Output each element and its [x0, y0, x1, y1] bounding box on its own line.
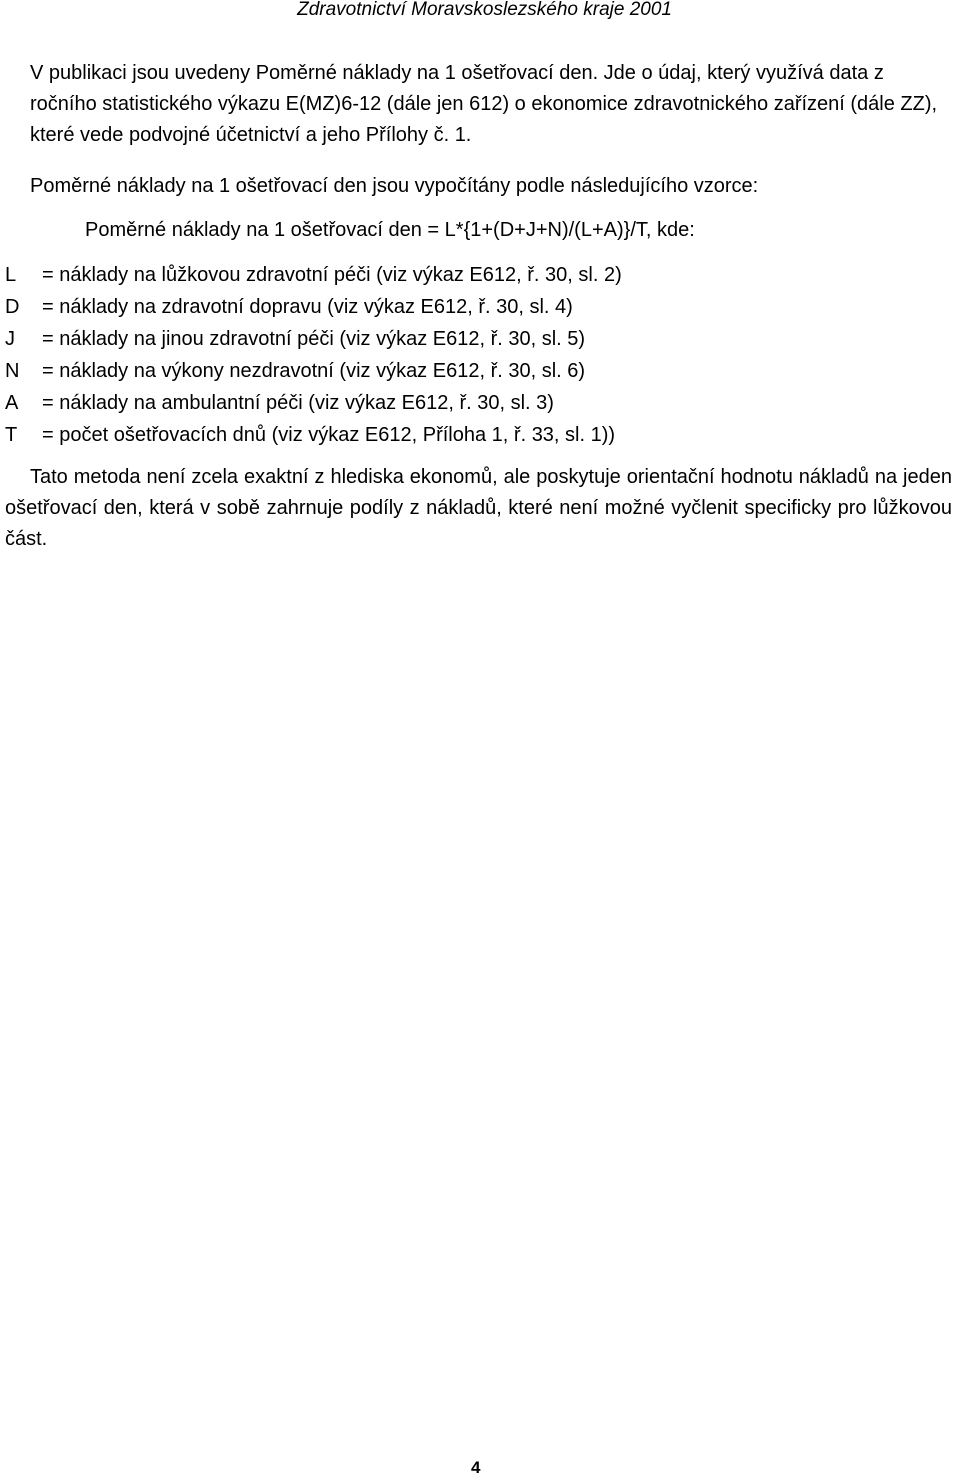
conclusion-text: Tato metoda není zcela exaktní z hlediska ekonomů, ale poskytuje orientační hodnotu nákladů na jeden ošetřovací den, která v sobě zahrnuje podíly z nákladů, které není možné vyčlenit specificky pro lůžkovou část. [5, 466, 952, 550]
definition-symbol: D [5, 296, 20, 318]
page-number: 4 [471, 1458, 481, 1477]
definition-row [5, 387, 905, 419]
definition-symbol: N [5, 360, 20, 382]
definition-row [5, 323, 905, 355]
definition-row [5, 259, 905, 291]
running-header: Zdravotnictví Moravskoslezského kraje 2001 [297, 0, 672, 20]
definition-row [5, 355, 905, 387]
definition-row [5, 291, 905, 323]
definition-description: = počet ošetřovacích dnů (viz výkaz E612, Příloha 1, ř. 33, sl. 1)) [42, 424, 616, 446]
conclusion-paragraph [5, 462, 952, 555]
definition-description: = náklady na ambulantní péči (viz výkaz E612, ř. 30, sl. 3) [42, 392, 554, 414]
definition-description: = náklady na jinou zdravotní péči (viz výkaz E612, ř. 30, sl. 5) [42, 328, 586, 350]
definition-row [5, 419, 905, 451]
definition-symbol: J [5, 328, 15, 350]
definition-symbol: L [5, 264, 17, 286]
definition-symbol: T [5, 424, 18, 446]
intro-paragraph: V publikaci jsou uvedeny Poměrné náklady na 1 ošetřovací den. Jde o údaj, který využívá data z ročního statistického výkazu E(MZ)6-12 (dále jen 612) o ekonomice zdravotnického zařízení (dále ZZ), které vede podvojné účetnictví a jeho Přílohy č. 1. [30, 62, 938, 146]
definition-symbol: A [5, 392, 19, 414]
formula: Poměrné náklady na 1 ošetřovací den = L*{1+(D+J+N)/(L+A)}/T, kde: [85, 219, 695, 241]
definition-description: = náklady na lůžkovou zdravotní péči (viz výkaz E612, ř. 30, sl. 2) [42, 264, 622, 286]
variable-definitions [5, 259, 905, 451]
definition-description: = náklady na zdravotní dopravu (viz výkaz E612, ř. 30, sl. 4) [42, 296, 573, 318]
definition-description: = náklady na výkony nezdravotní (viz výkaz E612, ř. 30, sl. 6) [42, 360, 586, 382]
formula-intro-paragraph: Poměrné náklady na 1 ošetřovací den jsou vypočítány podle následujícího vzorce: [30, 175, 759, 197]
